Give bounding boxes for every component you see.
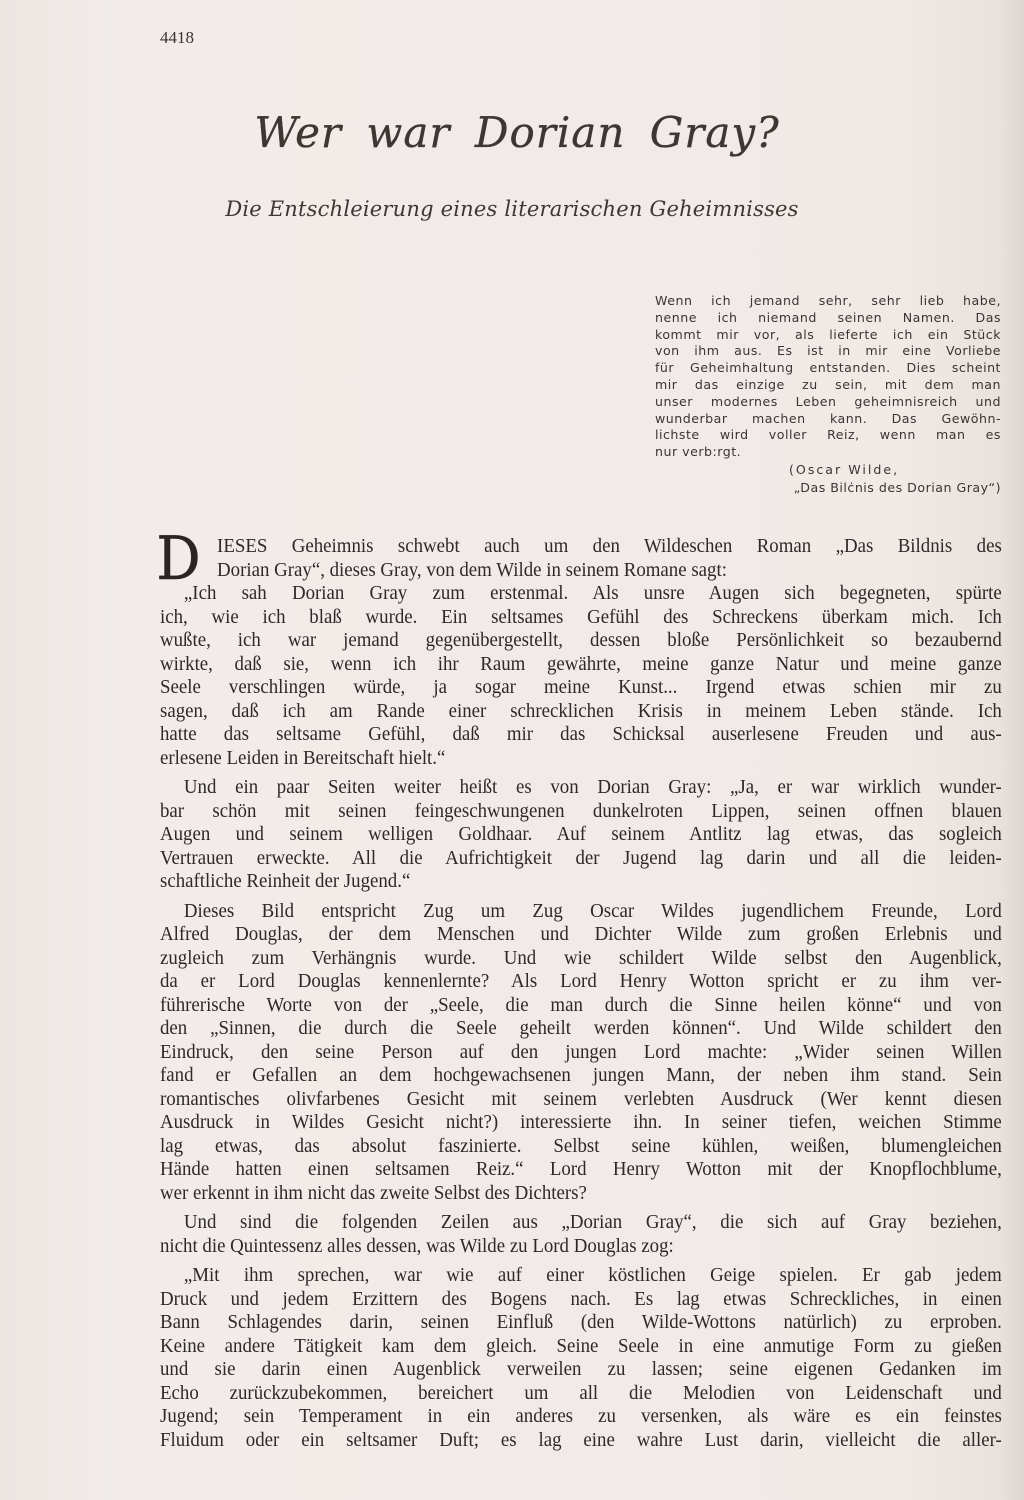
article-line: den „Sinnen, die durch die Seele geheilt werden können“. Und Wilde schildert den xyxy=(160,1017,1002,1039)
article-line: hatte das seltsame Gefühl, daß mir das Schicksal auserlesene Freuden und aus- xyxy=(160,723,1002,745)
article-title xyxy=(0,108,1024,157)
article-line: Seele verschlingen würde, ja sogar meine Kunst... Irgend etwas schien mir zu xyxy=(160,676,1002,698)
article-line: Keine andere Tätigkeit kam dem gleich. Seine Seele in eine anmutige Form zu gießen xyxy=(160,1334,1002,1357)
article-line: romantisches olivfarbenes Gesicht mit seinem verlebten Ausdruck (Wer kennt diesen xyxy=(160,1087,1002,1110)
article-line: da er Lord Douglas kennenlernte? Als Lord Henry Wotton spricht er zu ihm ver- xyxy=(160,970,1002,992)
epigraph xyxy=(655,293,1001,495)
title-word: Dorian xyxy=(474,108,626,157)
article-line: Dorian Gray“, dieses Gray, von dem Wilde in seinem Romane sagt: xyxy=(217,558,727,581)
article-line: nicht die Quintessenz alles dessen, was Wilde zu Lord Douglas zog: xyxy=(160,1234,674,1257)
article-line: wer erkennt in ihm nicht das zweite Selbst des Dichters? xyxy=(160,1181,587,1204)
article-line: und sie darin einen Augenblick verweilen zu lassen; seine eigenen Gedanken im xyxy=(160,1358,1002,1380)
article-line: führerische Worte von der „Seele, die man durch die Sinne heilen könne“ und von xyxy=(160,993,1002,1016)
article-line: Druck und jedem Erzittern des Bogens nach. Es lag etwas Schreckliches, in einen xyxy=(160,1287,1002,1310)
epigraph-line: kommt mir vor, als lieferte ich ein Stück xyxy=(655,326,1001,342)
article-line: Echo zurückzubekommen, bereichert um all die Melodien von Leidenschaft und xyxy=(160,1381,1002,1404)
epigraph-line: nur verb:rgt. xyxy=(655,444,742,460)
article-line: lag etwas, das absolut faszinierte. Selbst seine kühlen, weißen, blumengleichen xyxy=(160,1134,1002,1157)
epigraph-line: für Geheimhaltung entstanden. Dies scheint xyxy=(655,360,1001,376)
epigraph-attribution-work: „Das Bilċnis des Dorian Gray“) xyxy=(793,480,1001,495)
article-line: Ausdruck in Wildes Gesicht nicht?) interessierte ihn. In seiner tiefen, weichen Stimme xyxy=(160,1111,1002,1133)
article-line: schaftliche Reinheit der Jugend.“ xyxy=(160,870,411,892)
article-line: Und ein paar Seiten weiter heißt es von Dorian Gray: „Ja, er war wirklich wunder- xyxy=(183,776,1002,798)
article-line: „Mit ihm sprechen, war wie auf einer köstlichen Geige spielen. Er gab jedem xyxy=(183,1264,1002,1286)
article-line: IESES Geheimnis schwebt auch um den Wildeschen Roman „Das Bildnis des xyxy=(217,535,1002,557)
epigraph-line: Wenn ich jemand sehr, sehr lieb habe, xyxy=(655,293,1001,308)
article-line: Vertrauen erweckte. All die Aufrichtigkeit der Jugend lag darin und all die leiden- xyxy=(160,846,1002,869)
article-line: Augen und seinem welligen Goldhaar. Auf seinem Antlitz lag etwas, das sogleich xyxy=(160,823,1002,845)
title-word: Gray? xyxy=(649,108,780,157)
article-line: Fluidum oder ein seltsamer Duft; es lag eine wahre Lust darin, vielleicht die aller- xyxy=(160,1428,1002,1451)
article-line: wirkte, daß sie, wenn ich ihr Raum gewährte, meine ganze Natur und meine ganze xyxy=(160,652,1002,675)
article-line: Dieses Bild entspricht Zug um Zug Oscar Wildes jugendlichem Freunde, Lord xyxy=(183,899,1002,922)
article-line: Hände hatten einen seltsamen Reiz.“ Lord Henry Wotton mit der Knopflochblume, xyxy=(160,1158,1002,1180)
epigraph-line: lichste wird voller Reiz, wenn man es xyxy=(655,427,1001,443)
article-line: wußte, ich war jemand gegenübergestellt, dessen bloße Persönlichkeit so bezaubernd xyxy=(160,629,1002,651)
article-line: erlesene Leiden in Bereitschaft hielt.“ xyxy=(160,746,446,769)
epigraph-line: unser modernes Leben geheimnisreich und xyxy=(655,393,1001,409)
article-line: „Ich sah Dorian Gray zum erstenmal. Als unsre Augen sich begegneten, spürte xyxy=(183,582,1002,604)
epigraph-line: von ihm aus. Es ist in mir eine Vorliebe xyxy=(655,343,1001,359)
article-line: Alfred Douglas, der dem Menschen und Dichter Wilde zum großen Erlebnis und xyxy=(160,923,1002,945)
title-word: war xyxy=(366,108,451,157)
drop-cap: D xyxy=(156,524,201,594)
epigraph-attribution-author: (Oscar Wilde, xyxy=(789,462,900,477)
epigraph-line: wunderbar machen kann. Das Gewöhn- xyxy=(655,410,1001,426)
epigraph-line: mir das einzige zu sein, mit dem man xyxy=(655,376,1001,392)
article-line: Bann Schlagendes darin, seinen Einfluß (den Wilde-Wottons natürlich) zu erproben. xyxy=(160,1311,1002,1333)
article-body xyxy=(156,524,1002,1452)
article-subtitle: Die Entschleierung eines literarischen Geheimnisses xyxy=(225,197,799,221)
article-line: bar schön mit seinen feingeschwungenen dunkelroten Lippen, seinen offnen blauen xyxy=(160,799,1002,822)
article-line: ich, wie ich blaß wurde. Ein seltsames Gefühl des Schreckens überkam mich. Ich xyxy=(160,605,1002,628)
page-number: 4418 xyxy=(160,28,194,47)
article-line: Und sind die folgenden Zeilen aus „Dorian Gray“, die sich auf Gray beziehen, xyxy=(183,1211,1002,1233)
article-line: Jugend; sein Temperament in ein anderes zu versenken, als wäre es ein feinstes xyxy=(160,1405,1002,1427)
epigraph-line: nenne ich niemand seinen Namen. Das xyxy=(655,309,1001,325)
article-line: zugleich zum Verhängnis wurde. Und wie schildert Wilde selbst den Augenblick, xyxy=(160,946,1002,969)
article-line: fand er Gefallen an dem hochgewachsenen jungen Mann, der neben ihm stand. Sein xyxy=(160,1064,1002,1086)
title-word: Wer xyxy=(254,108,343,157)
article-line: sagen, daß ich am Rande einer schrecklichen Krisis in meinem Leben stände. Ich xyxy=(160,699,1002,722)
article-line: Eindruck, den seine Person auf den jungen Lord machte: „Wider seinen Willen xyxy=(160,1040,1002,1063)
